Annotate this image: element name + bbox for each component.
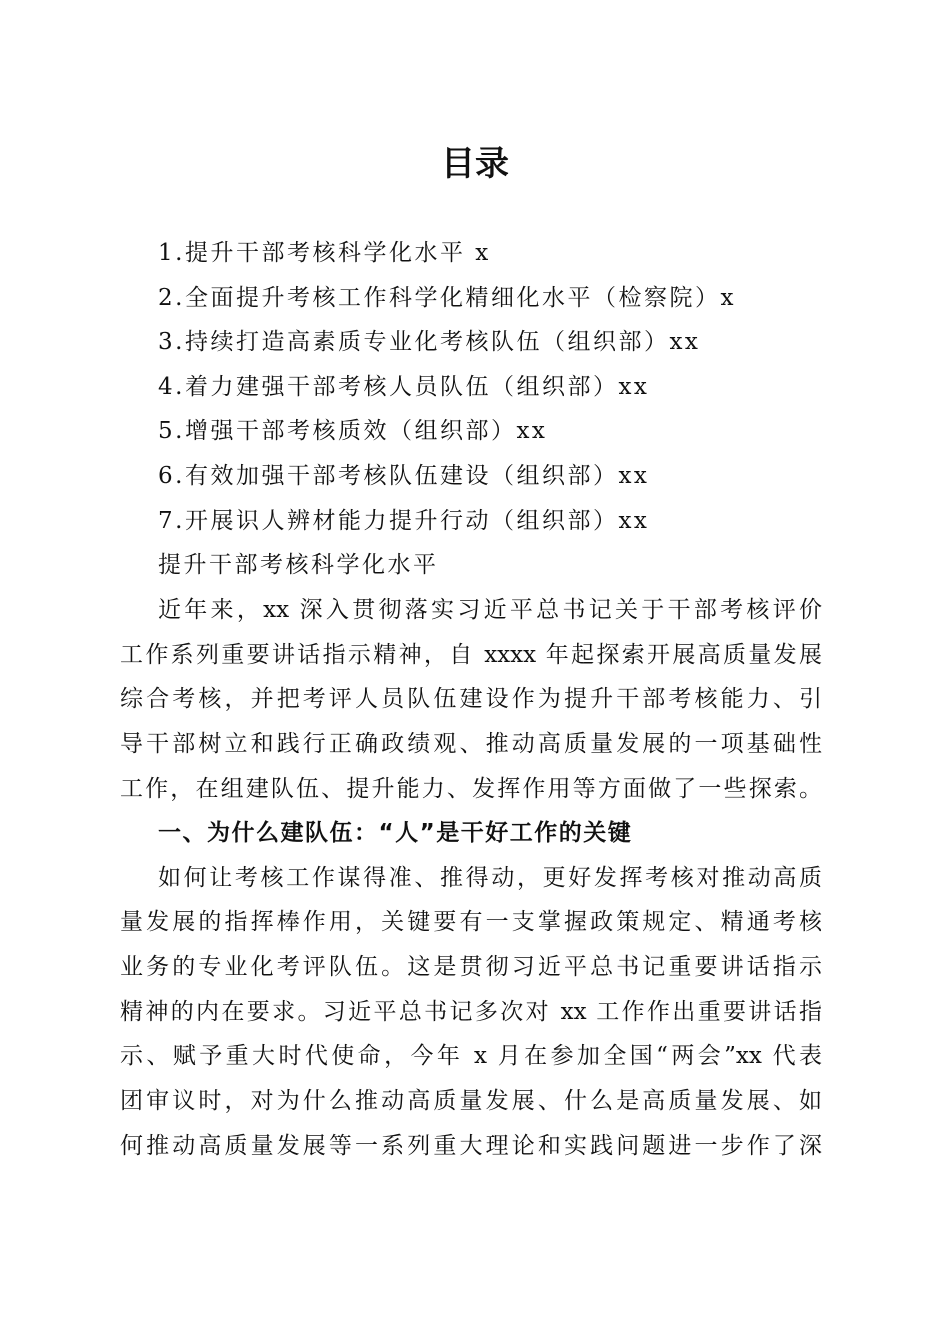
toc-item[interactable]: 3.持续打造高素质专业化考核队伍（组织部）xx bbox=[158, 329, 701, 355]
toc-item[interactable]: 7.开展识人辨材能力提升行动（组织部）xx bbox=[158, 508, 650, 534]
article-title: 提升干部考核科学化水平 bbox=[158, 552, 439, 578]
paragraph-line: 示、赋予重大时代使命，今年 x 月在参加全国“两会”xx 代表 bbox=[120, 1043, 822, 1069]
paragraph-line: 量发展的指挥棒作用，关键要有一支掌握政策规定、精通考核 bbox=[120, 909, 822, 935]
toc-item[interactable]: 5.增强干部考核质效（组织部）xx bbox=[158, 418, 548, 444]
toc-item[interactable]: 6.有效加强干部考核队伍建设（组织部）xx bbox=[158, 463, 650, 489]
section-heading: 一、为什么建队伍：“人”是干好工作的关键 bbox=[158, 820, 633, 846]
paragraph-line: 工作，在组建队伍、提升能力、发挥作用等方面做了一些探索。 bbox=[120, 776, 822, 802]
page-title: 目录 bbox=[441, 144, 509, 184]
paragraph-line: 工作系列重要讲话指示精神，自 xxxx 年起探索开展高质量发展 bbox=[120, 642, 822, 668]
toc-item[interactable]: 2.全面提升考核工作科学化精细化水平（检察院）x bbox=[158, 285, 736, 311]
toc-item[interactable]: 4.着力建强干部考核人员队伍（组织部）xx bbox=[158, 374, 650, 400]
paragraph-line: 导干部树立和践行正确政绩观、推动高质量发展的一项基础性 bbox=[120, 731, 822, 757]
paragraph-line: 精神的内在要求。习近平总书记多次对 xx 工作作出重要讲话指 bbox=[120, 999, 822, 1025]
paragraph-line: 何推动高质量发展等一系列重大理论和实践问题进一步作了深 bbox=[120, 1133, 822, 1159]
paragraph-line: 近年来，xx 深入贯彻落实习近平总书记关于干部考核评价 bbox=[158, 597, 822, 623]
paragraph-line: 团审议时，对为什么推动高质量发展、什么是高质量发展、如 bbox=[120, 1088, 822, 1114]
paragraph-line: 综合考核，并把考评人员队伍建设作为提升干部考核能力、引 bbox=[120, 686, 822, 712]
paragraph-line: 如何让考核工作谋得准、推得动，更好发挥考核对推动高质 bbox=[158, 865, 822, 891]
paragraph-line: 业务的专业化考评队伍。这是贯彻习近平总书记重要讲话指示 bbox=[120, 954, 822, 980]
toc-item[interactable]: 1.提升干部考核科学化水平 x bbox=[158, 240, 491, 266]
